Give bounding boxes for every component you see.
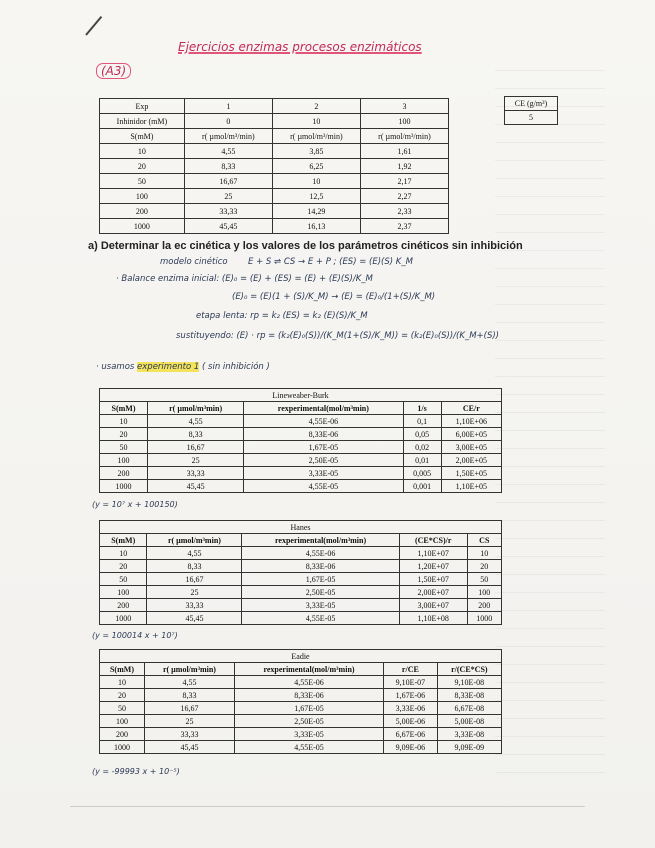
table-header-cell: r/(CE*CS) <box>437 663 501 676</box>
table-cell: 1,50E+07 <box>399 573 467 586</box>
handwritten-substitution: sustituyendo: (E) · rp = (k₂(E)₀(S))/(K_M(1+(S)/K_M)) = (k₂(E)₀(S))/(K_M+(S)) <box>176 331 499 341</box>
table-header-cell: rexperimental(mol/m³min) <box>244 402 403 415</box>
table-row <box>100 144 449 159</box>
table-cell: 8,33E-08 <box>437 689 501 702</box>
table-cell: 25 <box>184 189 272 204</box>
table-cell: 33,33 <box>184 204 272 219</box>
table-cell: 1000 <box>467 612 501 625</box>
table-row <box>100 219 449 234</box>
table-row <box>100 547 502 560</box>
table-cell: 1,10E+06 <box>441 415 501 428</box>
eadie-table <box>99 649 502 754</box>
table-cell: 6,25 <box>272 159 360 174</box>
table-row <box>100 715 502 728</box>
table-row <box>100 114 449 129</box>
table-row <box>100 441 502 454</box>
table-cell: 4,55 <box>147 547 242 560</box>
table-row <box>100 204 449 219</box>
table-header-cell: r( µmol/m³/min) <box>360 129 448 144</box>
hanes-table <box>99 520 502 625</box>
table-cell: 50 <box>100 702 145 715</box>
eadie-fit-note: (y = -99993 x + 10⁻⁵) <box>92 767 180 776</box>
table-cell: 4,55E-06 <box>244 415 403 428</box>
table-cell: 4,55E-06 <box>242 547 399 560</box>
table-cell: 33,33 <box>147 599 242 612</box>
table-header-cell: (CE*CS)/r <box>399 534 467 547</box>
handwritten-reaction: E + S ⇌ CS → E + P ; (ES) = (E)(S) K_M <box>248 257 413 267</box>
table-row <box>100 428 502 441</box>
table-cell: 1,67E-06 <box>384 689 438 702</box>
table-cell: 14,29 <box>272 204 360 219</box>
hanes-fit-note: (y = 100014 x + 10⁷) <box>92 631 178 640</box>
table-cell: 6,00E+05 <box>441 428 501 441</box>
handwritten-balance-2: (E)₀ = (E)(1 + (S)/K_M) → (E) = (E)₀/(1+(S)/K_M) <box>232 292 436 302</box>
experiments-table <box>99 98 449 234</box>
table-cell: 10 <box>272 114 360 129</box>
table-cell: 45,45 <box>144 741 234 754</box>
table-header-cell: rexperimental(mol/m³min) <box>242 534 399 547</box>
table-cell: 8,33 <box>184 159 272 174</box>
exercise-label: (A3) <box>96 63 131 79</box>
no-inhibition-text: ( sin inhibición ) <box>202 362 270 372</box>
table-cell: 20 <box>100 428 148 441</box>
bleed-through-texture <box>495 70 605 790</box>
table-row <box>100 521 502 534</box>
table-row <box>100 534 502 547</box>
table-cell: 1000 <box>100 480 148 493</box>
table-cell: 0 <box>184 114 272 129</box>
table-cell: 2,17 <box>360 174 448 189</box>
table-row <box>100 189 449 204</box>
lineweaver-burk-fit-note: (y = 10⁷ x + 100150) <box>92 500 178 509</box>
table-cell: 5,00E-08 <box>437 715 501 728</box>
table-cell: 25 <box>147 586 242 599</box>
table-cell: 20 <box>467 560 501 573</box>
table-row <box>100 612 502 625</box>
table-header-cell: r( µmol/m³/min) <box>184 129 272 144</box>
table-cell: 8,33 <box>144 689 234 702</box>
table-row <box>100 467 502 480</box>
table-cell: 1,50E+05 <box>441 467 501 480</box>
table-row <box>100 663 502 676</box>
table-row <box>100 676 502 689</box>
table-cell: 20 <box>100 560 147 573</box>
table-header-cell: CE/r <box>441 402 501 415</box>
table-cell: 2 <box>272 99 360 114</box>
table-cell: 20 <box>100 159 185 174</box>
table-cell: 2,50E-05 <box>242 586 399 599</box>
ce-table <box>504 96 558 125</box>
table-cell: 100 <box>100 715 145 728</box>
table-row <box>100 728 502 741</box>
table-cell: 100 <box>100 454 148 467</box>
table-header-cell: S(mM) <box>100 663 145 676</box>
table-cell: 16,67 <box>147 573 242 586</box>
table-cell: 100 <box>360 114 448 129</box>
table-cell: 1,67E-05 <box>242 573 399 586</box>
usamos-text: · usamos <box>96 362 135 372</box>
page-rule <box>70 806 585 807</box>
table-cell: 1,10E+07 <box>399 547 467 560</box>
table-cell: 33,33 <box>148 467 244 480</box>
table-cell: 1,92 <box>360 159 448 174</box>
table-cell: 1000 <box>100 219 185 234</box>
page-title: Ejercicios enzimas procesos enzimáticos <box>178 40 422 54</box>
table-cell: 9,10E-07 <box>384 676 438 689</box>
table-cell: 100 <box>100 189 185 204</box>
table-cell: 16,67 <box>184 174 272 189</box>
table-cell: 1,67E-05 <box>234 702 383 715</box>
table-cell: 8,33 <box>148 428 244 441</box>
table-cell: 3,33E-05 <box>244 467 403 480</box>
table-cell: 3,00E+07 <box>399 599 467 612</box>
ce-label: CE (g/m³) <box>505 97 558 111</box>
table-cell: 33,33 <box>144 728 234 741</box>
table-cell: 2,50E-05 <box>244 454 403 467</box>
table-cell: 4,55E-05 <box>234 741 383 754</box>
table-row <box>100 159 449 174</box>
table-cell: 1,10E+05 <box>441 480 501 493</box>
table-cell: 4,55E-06 <box>234 676 383 689</box>
ce-value: 5 <box>505 111 558 125</box>
table-header-cell: r( µmol/m³min) <box>144 663 234 676</box>
pen-stroke <box>85 16 102 36</box>
table-header-cell: Exp <box>100 99 185 114</box>
table-header-cell: r( µmol/m³min) <box>147 534 242 547</box>
table-cell: 50 <box>100 573 147 586</box>
table-row <box>100 599 502 612</box>
table-cell: 25 <box>148 454 244 467</box>
table-cell: 1,20E+07 <box>399 560 467 573</box>
table-cell: 20 <box>100 689 145 702</box>
table-cell: 100 <box>467 586 501 599</box>
table-title: Eadie <box>100 650 502 663</box>
table-row <box>100 689 502 702</box>
table-cell: 10 <box>467 547 501 560</box>
table-header-cell: r( µmol/m³/min) <box>272 129 360 144</box>
table-cell: 50 <box>100 174 185 189</box>
table-cell: 0,001 <box>403 480 441 493</box>
table-cell: 16,67 <box>144 702 234 715</box>
table-cell: 10 <box>100 144 185 159</box>
table-cell: 10 <box>100 415 148 428</box>
table-cell: 2,37 <box>360 219 448 234</box>
table-title: Lineweaber-Burk <box>100 389 502 402</box>
table-row <box>100 560 502 573</box>
table-header-cell: rexperimental(mol/m³min) <box>234 663 383 676</box>
table-header-cell: 1/s <box>403 402 441 415</box>
table-cell: 8,33E-06 <box>234 689 383 702</box>
table-cell: 0,1 <box>403 415 441 428</box>
table-cell: 5,00E-06 <box>384 715 438 728</box>
table-cell: 1000 <box>100 741 145 754</box>
table-cell: 1 <box>184 99 272 114</box>
table-cell: 3 <box>360 99 448 114</box>
table-cell: 4,55 <box>184 144 272 159</box>
table-cell: 3,33E-06 <box>384 702 438 715</box>
table-row <box>100 741 502 754</box>
table-cell: 0,005 <box>403 467 441 480</box>
handwritten-balance: · Balance enzima inicial: (E)₀ = (E) + (ES) = (E) + (E)(S)/K_M <box>116 274 373 284</box>
table-cell: 8,33E-06 <box>244 428 403 441</box>
table-row <box>100 480 502 493</box>
table-cell: 4,55E-05 <box>242 612 399 625</box>
table-cell: 10 <box>100 676 145 689</box>
table-cell: 10 <box>100 547 147 560</box>
table-cell: 2,00E+05 <box>441 454 501 467</box>
table-header-cell: r/CE <box>384 663 438 676</box>
table-row <box>100 174 449 189</box>
table-cell: 2,00E+07 <box>399 586 467 599</box>
table-row <box>100 586 502 599</box>
table-cell: 1,67E-05 <box>244 441 403 454</box>
table-cell: 50 <box>100 441 148 454</box>
table-cell: 10 <box>272 174 360 189</box>
table-cell: 200 <box>100 728 145 741</box>
table-cell: 200 <box>100 204 185 219</box>
table-cell: 2,27 <box>360 189 448 204</box>
table-header-cell: r( µmol/m³min) <box>148 402 244 415</box>
table-cell: 200 <box>100 467 148 480</box>
table-cell: 1,61 <box>360 144 448 159</box>
table-row <box>100 702 502 715</box>
table-cell: 100 <box>100 586 147 599</box>
table-cell: 12,5 <box>272 189 360 204</box>
table-row <box>100 573 502 586</box>
table-cell: 8,33 <box>147 560 242 573</box>
table-header-cell: S(mM) <box>100 129 185 144</box>
table-cell: 0,02 <box>403 441 441 454</box>
table-cell: 25 <box>144 715 234 728</box>
table-cell: 2,33 <box>360 204 448 219</box>
handwritten-model-label: modelo cinético <box>160 257 228 267</box>
table-cell: 3,33E-08 <box>437 728 501 741</box>
table-cell: 200 <box>100 599 147 612</box>
table-cell: 9,09E-09 <box>437 741 501 754</box>
table-cell: 1000 <box>100 612 147 625</box>
handwritten-usamos <box>96 362 270 372</box>
table-cell: 4,55 <box>148 415 244 428</box>
table-cell: 3,33E-05 <box>234 728 383 741</box>
table-cell: 6,67E-06 <box>384 728 438 741</box>
table-cell: 0,05 <box>403 428 441 441</box>
table-header-cell: S(mM) <box>100 534 147 547</box>
table-row <box>100 389 502 402</box>
lineweaver-burk-table <box>99 388 502 493</box>
table-cell: 4,55E-05 <box>244 480 403 493</box>
table-cell: 1,10E+08 <box>399 612 467 625</box>
table-row <box>100 402 502 415</box>
experiment-highlight: experimento 1 <box>137 362 200 372</box>
table-cell: 8,33E-06 <box>242 560 399 573</box>
table-cell: 0,01 <box>403 454 441 467</box>
table-header-cell: Inhinidor (mM) <box>100 114 185 129</box>
table-cell: 45,45 <box>147 612 242 625</box>
table-cell: 3,00E+05 <box>441 441 501 454</box>
table-cell: 6,67E-08 <box>437 702 501 715</box>
table-cell: 45,45 <box>184 219 272 234</box>
table-cell: 2,50E-05 <box>234 715 383 728</box>
table-cell: 16,13 <box>272 219 360 234</box>
table-row <box>100 454 502 467</box>
table-row <box>100 99 449 114</box>
handwritten-slow-step: etapa lenta: rp = k₂ (ES) = k₂ (E)(S)/K_M <box>196 311 368 321</box>
table-cell: 16,67 <box>148 441 244 454</box>
table-cell: 3,33E-05 <box>242 599 399 612</box>
table-row <box>100 129 449 144</box>
table-row <box>100 415 502 428</box>
table-cell: 9,10E-08 <box>437 676 501 689</box>
table-cell: 45,45 <box>148 480 244 493</box>
table-header-cell: S(mM) <box>100 402 148 415</box>
table-title: Hanes <box>100 521 502 534</box>
table-cell: 3,85 <box>272 144 360 159</box>
table-cell: 9,09E-06 <box>384 741 438 754</box>
table-cell: 50 <box>467 573 501 586</box>
table-header-cell: CS <box>467 534 501 547</box>
table-cell: 4,55 <box>144 676 234 689</box>
question-a: a) Determinar la ec cinética y los valores de los parámetros cinéticos sin inhibición <box>88 240 523 252</box>
table-row <box>100 650 502 663</box>
table-cell: 200 <box>467 599 501 612</box>
